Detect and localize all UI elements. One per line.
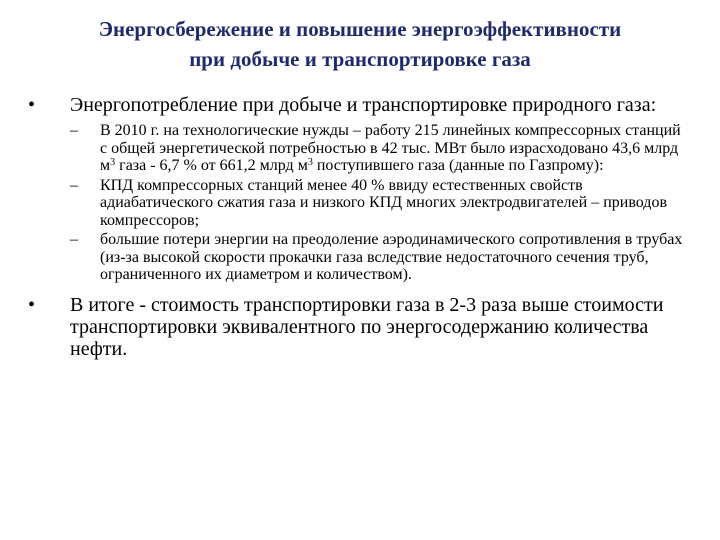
sub-item-text-part-3: поступившего газа (данные по Газпрому): <box>312 157 604 174</box>
slide-title-line-2: при добыче и транспортировке газа <box>189 47 531 71</box>
bullet-energy-consumption <box>28 94 688 116</box>
superscript-cubic: 3 <box>110 157 116 168</box>
sub-item-text: КПД компрессорных станций менее 40 % ввиду естественных свойств адиабатического сжатия газа и низкого КПД многих электродвигателей – приводов компрессоров; <box>100 176 667 229</box>
sub-item-compressor-efficiency <box>70 177 688 230</box>
bullet-marker: • <box>28 94 36 116</box>
sub-item-text: большие потери энергии на преодоление аэродинамического сопротивления в трубах (из-за высокой скорости прокачки газа вследствие недостаточного сечения труб, ограниченного их диаметром и количеством). <box>100 231 683 283</box>
sub-marker: – <box>70 122 78 139</box>
sub-item-2010-consumption <box>70 122 688 175</box>
sub-item-text-part-2: газа - 6,7 % от 661,2 млрд м <box>115 157 308 174</box>
superscript-cubic: 3 <box>307 157 313 168</box>
sub-marker: – <box>70 176 78 194</box>
bullet-transport-cost <box>28 294 688 360</box>
slide-title <box>20 14 700 74</box>
slide-content <box>28 94 688 360</box>
sub-item-text-part-1: В 2010 г. на технологические нужды – работу 215 линейных компрессорных станций с общей энергетической потребностью в 42 тыс. МВт было израсходовано 43,6 млрд м <box>100 122 681 174</box>
bullet-marker: • <box>28 293 36 316</box>
sub-item-energy-losses <box>70 231 688 284</box>
slide-title-line-1: Энергосбережение и повышение энергоэффективности <box>98 17 622 41</box>
sub-list <box>70 122 688 284</box>
bullet-text: Энергопотребление при добыче и транспортировке природного газа: <box>70 94 657 116</box>
sub-marker: – <box>70 231 78 248</box>
bullet-text: В итоге - стоимость транспортировки газа в 2-3 раза выше стоимости транспортировки эквивалентного по энергосодержанию количества нефти. <box>70 293 664 360</box>
